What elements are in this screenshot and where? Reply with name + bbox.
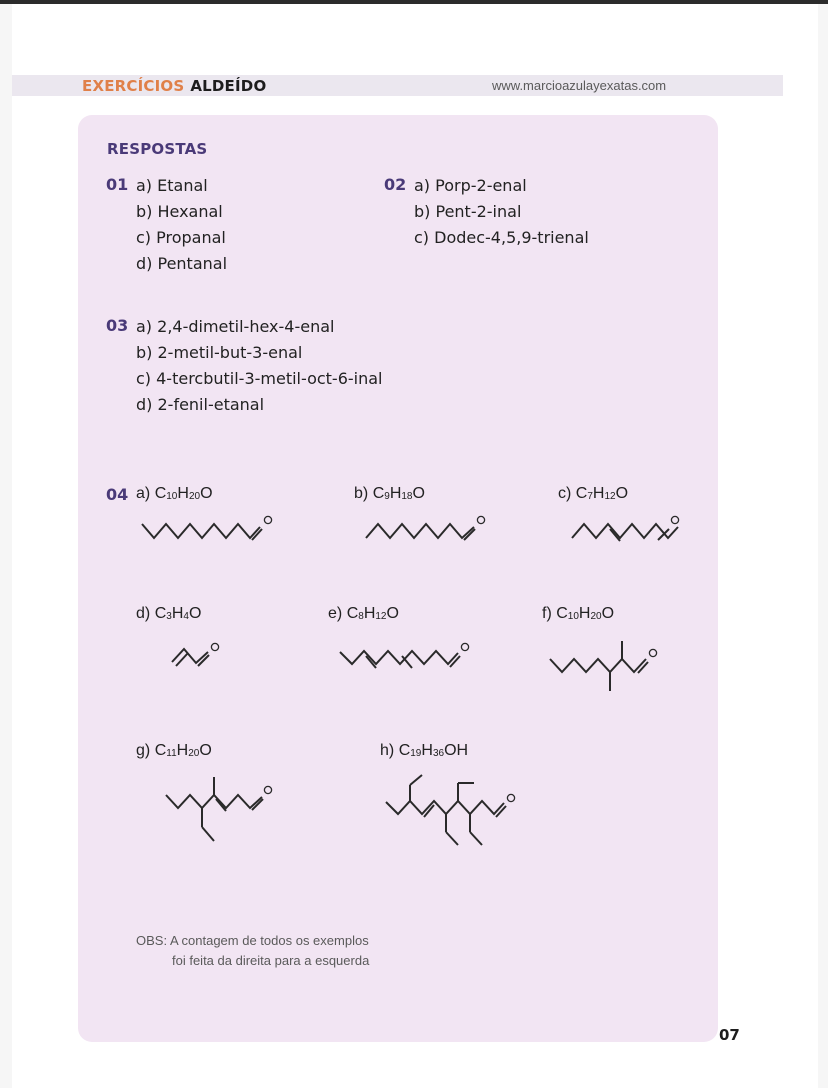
answer-02c: c) Dodec-4,5,9-trienal: [414, 228, 589, 247]
answers-03: [136, 314, 383, 418]
structure-04g-icon: [164, 775, 294, 850]
structure-04b-icon: [364, 515, 504, 555]
structure-04d-icon: [170, 640, 240, 680]
formula-04h: h) $C_{19}H_{36}OH$: [380, 742, 469, 759]
answer-01a: a) Etanal: [136, 176, 208, 195]
formula-04g: g) $C_{11}H_{20}O$: [136, 742, 212, 759]
answer-02b: b) Pent-2-inal: [414, 202, 522, 221]
answer-03c: c) 4-tercbutil-3-metil-oct-6-inal: [136, 369, 383, 388]
question-number-04: 04: [106, 485, 129, 504]
obs-line-1: OBS: A contagem de todos os exemplos: [136, 933, 369, 948]
question-number-02: 02: [384, 175, 407, 194]
answer-03d: d) 2-fenil-etanal: [136, 395, 265, 414]
structure-04e-icon: [338, 640, 468, 680]
formula-04c: c) $C_7H_{12}O$: [558, 485, 629, 502]
answer-01d: d) Pentanal: [136, 254, 228, 273]
structure-04h-icon: [384, 777, 554, 862]
formula-04a: a) $C_{10}H_{20}O$: [136, 485, 213, 502]
answer-02a: a) Porp-2-enal: [414, 176, 527, 195]
answers-02: [414, 173, 589, 251]
title-exercicios: EXERCÍCIOS: [82, 77, 185, 95]
answers-01: [136, 173, 227, 277]
question-number-03: 03: [106, 316, 129, 335]
obs-line-2: foi feita da direita para a esquerda: [172, 953, 370, 968]
answer-03a: a) 2,4-dimetil-hex-4-enal: [136, 317, 335, 336]
formula-04d: d) $C_3H_4O$: [136, 605, 202, 622]
website-url: www.marcioazulayexatas.com: [492, 78, 667, 93]
page-number: 07: [719, 1026, 740, 1044]
formula-04f: f) $C_{10}H_{20}O$: [542, 605, 615, 622]
formula-04b: b) $C_9H_{18}O$: [354, 485, 425, 502]
structure-04f-icon: [548, 635, 678, 695]
section-title-respostas: RESPOSTAS: [107, 140, 208, 158]
page-title: [82, 76, 266, 96]
structure-04c-icon: [570, 515, 690, 555]
question-number-01: 01: [106, 175, 129, 194]
title-aldeido: ALDEÍDO: [190, 77, 267, 95]
formula-04e: e) $C_8H_{12}O$: [328, 605, 399, 622]
answer-03b: b) 2-metil-but-3-enal: [136, 343, 303, 362]
structure-04a-icon: [140, 515, 280, 555]
answer-01c: c) Propanal: [136, 228, 226, 247]
answer-01b: b) Hexanal: [136, 202, 223, 221]
